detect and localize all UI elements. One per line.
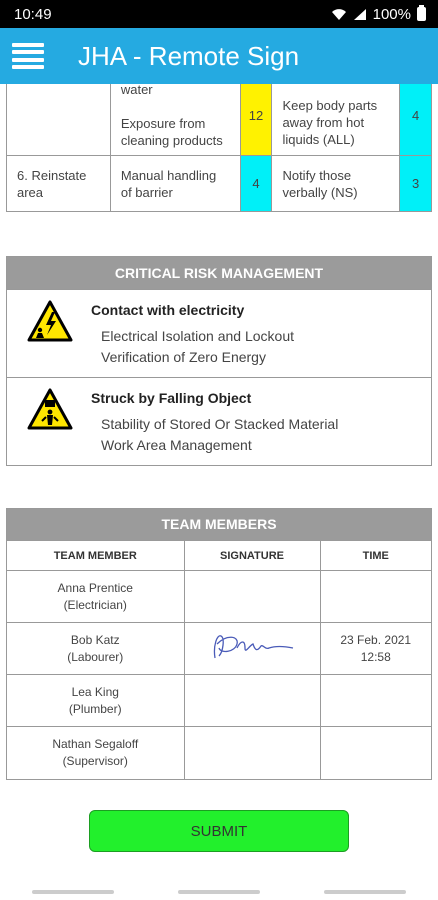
electric-hazard-icon <box>27 300 73 342</box>
time-cell <box>320 623 431 675</box>
falling-object-hazard-icon <box>27 388 73 430</box>
critical-risk-item <box>7 377 431 465</box>
critical-risk-item <box>7 289 431 377</box>
app-bar <box>0 28 438 84</box>
status-bar <box>0 0 438 28</box>
sign-time: 12:58 <box>360 649 391 664</box>
residual-rating: 3 <box>400 156 432 212</box>
member-name: Nathan Segaloff <box>52 736 139 751</box>
member-cell <box>7 727 184 779</box>
member-name: Bob Katz <box>70 632 120 647</box>
column-header: TIME <box>320 541 431 571</box>
signature-cell[interactable] <box>184 675 320 727</box>
wifi-icon <box>331 8 347 21</box>
time-cell <box>320 571 431 623</box>
menu-icon[interactable] <box>12 43 44 69</box>
status-time: 10:49 <box>14 5 52 23</box>
control-measure: Work Area Management <box>101 437 252 453</box>
sign-date: 23 Feb. 2021 <box>340 632 412 647</box>
critical-risk-header: CRITICAL RISK MANAGEMENT <box>7 257 431 289</box>
team-members-header: TEAM MEMBERS <box>7 509 431 540</box>
member-cell <box>7 675 184 727</box>
control-cell: Keep body parts away from hot liquids (ALL) <box>272 84 400 156</box>
column-header: TEAM MEMBER <box>7 541 184 571</box>
hazard-table <box>6 84 432 212</box>
member-cell <box>7 571 184 623</box>
app-title: JHA - Remote Sign <box>78 40 300 71</box>
time-cell <box>320 675 431 727</box>
hazard-line: Exposure from cleaning products <box>120 116 223 148</box>
nav-recents-handle[interactable] <box>32 890 114 894</box>
signature-cell[interactable] <box>184 571 320 623</box>
nav-home-handle[interactable] <box>178 890 260 894</box>
table-row <box>7 675 431 727</box>
signature-cell[interactable] <box>184 727 320 779</box>
control-measure: Stability of Stored Or Stacked Material <box>101 416 339 432</box>
hazard-line: water <box>120 84 153 97</box>
nav-back-handle[interactable] <box>324 890 406 894</box>
system-nav-bar <box>0 884 438 900</box>
step-cell: 6. Reinstate area <box>7 156 111 212</box>
table-row <box>7 156 432 212</box>
signal-icon <box>353 8 367 21</box>
residual-rating: 4 <box>400 84 432 156</box>
battery-icon <box>417 7 426 21</box>
member-cell <box>7 623 184 675</box>
team-table <box>7 540 431 779</box>
column-header: SIGNATURE <box>184 541 320 571</box>
table-row <box>7 84 432 156</box>
control-cell: Notify those verbally (NS) <box>272 156 400 212</box>
member-role: (Electrician) <box>63 597 127 612</box>
control-measure: Verification of Zero Energy <box>101 349 266 365</box>
hazard-cell <box>110 84 240 156</box>
submit-button[interactable]: SUBMIT <box>89 810 349 852</box>
status-icons <box>331 6 426 23</box>
table-row <box>7 727 431 779</box>
critical-risk-title: Contact with electricity <box>91 302 245 318</box>
signature-image <box>207 626 297 666</box>
time-cell <box>320 727 431 779</box>
member-role: (Supervisor) <box>62 753 128 768</box>
member-role: (Plumber) <box>68 701 122 716</box>
control-measure: Electrical Isolation and Lockout <box>101 328 294 344</box>
team-table-header <box>7 541 431 571</box>
member-name: Anna Prentice <box>57 580 133 595</box>
hazard-line: Manual handling of barrier <box>120 167 217 200</box>
risk-rating: 12 <box>240 84 272 156</box>
signature-cell[interactable] <box>184 623 320 675</box>
team-members-section <box>6 508 432 780</box>
step-cell <box>7 84 111 156</box>
critical-risk-section <box>6 256 432 466</box>
hazard-cell <box>110 156 240 212</box>
risk-rating: 4 <box>240 156 272 212</box>
critical-risk-title: Struck by Falling Object <box>91 390 252 406</box>
battery-percent: 100% <box>372 5 411 23</box>
table-row <box>7 623 431 675</box>
member-role: (Labourer) <box>67 649 124 664</box>
table-row <box>7 571 431 623</box>
member-name: Lea King <box>71 684 119 699</box>
scroll-content[interactable] <box>0 84 438 884</box>
